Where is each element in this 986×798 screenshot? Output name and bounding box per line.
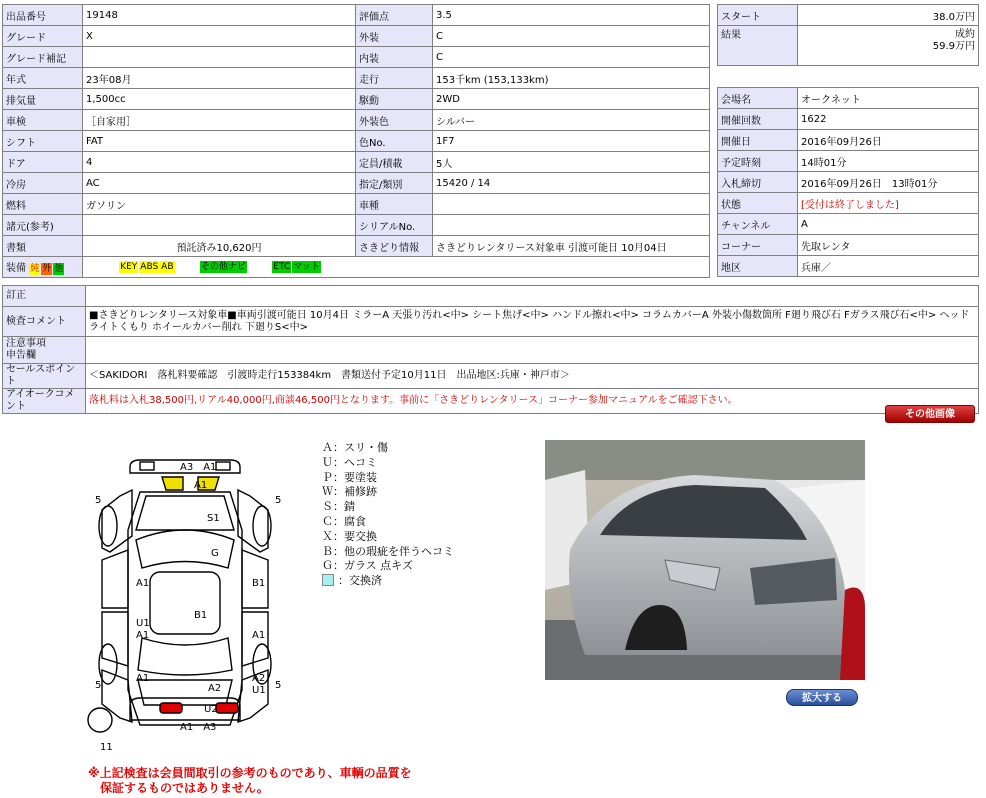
field-value bbox=[83, 47, 356, 68]
venue-label: チャンネル bbox=[718, 214, 798, 235]
venue-label: 状態 bbox=[718, 193, 798, 214]
field-label: 走行 bbox=[356, 68, 433, 89]
venue-info-table bbox=[717, 87, 979, 277]
field-value: C bbox=[433, 47, 710, 68]
legend-item: Ｗ：補修跡 bbox=[322, 485, 377, 499]
vehicle-info-row bbox=[3, 173, 710, 194]
rear-lamp-right-part bbox=[216, 703, 238, 713]
field-label: 外装 bbox=[356, 26, 433, 47]
field-label: シリアルNo. bbox=[356, 215, 433, 236]
result-price: 59.9万円 bbox=[932, 41, 975, 52]
venue-value: [受付は終了しました] bbox=[798, 193, 979, 214]
label-left-front: A1 bbox=[136, 578, 150, 589]
field-value: 預託済み10,620円 bbox=[83, 236, 356, 257]
label-spare: 11 bbox=[100, 742, 113, 753]
roof-part bbox=[150, 572, 220, 634]
venue-label: 地区 bbox=[718, 256, 798, 277]
vehicle-info-row bbox=[3, 131, 710, 152]
field-label: 評価点 bbox=[356, 5, 433, 26]
field-value: FAT bbox=[83, 131, 356, 152]
inspection-comment: ■さきどりレンタリース対象車■車両引渡可能日 10月4日 ミラーA 天張り汚れ<中> シート焦げ<中> ハンドル擦れ<中> コラムカバーA 外装小傷数箇所 F廻り飛び石 Fガラス飛び石<中> ヘッドライトくもり ホイールカバー削れ 下廻りS<中> bbox=[86, 307, 979, 337]
field-label: 出品番号 bbox=[3, 5, 83, 26]
venue-value: オークネット bbox=[798, 88, 979, 109]
venue-label: 入札締切 bbox=[718, 172, 798, 193]
label-right-door: A1 bbox=[252, 630, 266, 641]
venue-label: 予定時刻 bbox=[718, 151, 798, 172]
auction-result-table bbox=[717, 4, 979, 66]
venue-info-row bbox=[718, 88, 979, 109]
vehicle-info-row bbox=[3, 215, 710, 236]
legend-item: Ｐ：要塗装 bbox=[322, 470, 377, 484]
sales-point-value: ＜SAKIDORI 落札料要確認 引渡時走行153384km 書類送付予定10月11日 出品地区:兵庫・神戸市＞ bbox=[86, 364, 979, 389]
field-label: さきどり情報 bbox=[356, 236, 433, 257]
other-images-button[interactable]: その他画像 bbox=[885, 405, 975, 423]
field-value: 4 bbox=[83, 152, 356, 173]
venue-label: 会場名 bbox=[718, 88, 798, 109]
label-rear-bottom: A1 A3 bbox=[180, 722, 217, 733]
vehicle-info-row bbox=[3, 236, 710, 257]
vehicle-info-row bbox=[3, 89, 710, 110]
legend-item: Ｂ：他の瑕疵を伴うヘコミ bbox=[322, 544, 454, 558]
car-photo[interactable] bbox=[545, 440, 865, 680]
field-value: ガソリン bbox=[83, 194, 356, 215]
label-right-front: B1 bbox=[252, 578, 266, 589]
field-label: グレード bbox=[3, 26, 83, 47]
field-value: 5人 bbox=[433, 152, 710, 173]
disclaimer-line-2: 保証するものではありません。 bbox=[88, 781, 269, 795]
left-rear-door-part bbox=[102, 612, 128, 666]
windshield-part bbox=[136, 530, 234, 568]
legend-item: Ｕ：ヘコミ bbox=[322, 455, 377, 469]
label-tire-fr: 5 bbox=[275, 495, 282, 506]
label-glass: G bbox=[211, 548, 219, 559]
notice-value bbox=[86, 337, 979, 364]
label-left-rear: A1 bbox=[136, 673, 150, 684]
equip-badge-other: 他 bbox=[54, 264, 64, 274]
field-label: シフト bbox=[3, 131, 83, 152]
spare-tire-part bbox=[88, 708, 112, 732]
field-value: さきどりレンタリース対象車 引渡可能日 10月04日 bbox=[433, 236, 710, 257]
correction-value bbox=[86, 286, 979, 307]
equip-abs: ABS bbox=[140, 262, 159, 272]
legend-item: Ｇ：ガラス 点キズ bbox=[322, 559, 413, 573]
equip-key: KEY bbox=[120, 262, 138, 272]
field-value: 23年08月 bbox=[83, 68, 356, 89]
legend-item-replaced bbox=[322, 574, 454, 589]
vehicle-info-row bbox=[3, 194, 710, 215]
field-value: 2WD bbox=[433, 89, 710, 110]
field-label: 冷房 bbox=[3, 173, 83, 194]
venue-info-row bbox=[718, 130, 979, 151]
result-value bbox=[798, 26, 979, 66]
disclaimer-text bbox=[88, 766, 412, 796]
venue-value: 兵庫／ bbox=[798, 256, 979, 277]
label-tire-fl: 5 bbox=[95, 495, 102, 506]
vehicle-info-row bbox=[3, 47, 710, 68]
label-left-door1: U1 bbox=[136, 618, 150, 629]
field-value: 1,500cc bbox=[83, 89, 356, 110]
field-label: 書類 bbox=[3, 236, 83, 257]
wheel-left-part bbox=[99, 644, 117, 684]
legend-item: Ｘ：要交換 bbox=[322, 529, 377, 543]
car-damage-diagram bbox=[80, 440, 310, 758]
notes-table bbox=[2, 285, 979, 414]
label-bonnet: S1 bbox=[207, 513, 220, 524]
enlarge-button[interactable]: 拡大する bbox=[786, 689, 858, 706]
field-label: 車種 bbox=[356, 194, 433, 215]
field-label: 駆動 bbox=[356, 89, 433, 110]
label-tire-rr: 5 bbox=[275, 680, 282, 691]
venue-value: 1622 bbox=[798, 109, 979, 130]
venue-value: 14時01分 bbox=[798, 151, 979, 172]
equip-badge-aftermarket: 外 bbox=[42, 264, 52, 274]
venue-value: 先取レンタ bbox=[798, 235, 979, 256]
vehicle-info-row bbox=[3, 110, 710, 131]
front-lamp-left-part bbox=[140, 462, 154, 470]
legend-item: Ａ：スリ・傷 bbox=[322, 441, 388, 454]
equip-mat: マット bbox=[293, 262, 320, 272]
field-label: ドア bbox=[3, 152, 83, 173]
venue-info-row bbox=[718, 151, 979, 172]
venue-info-row bbox=[718, 214, 979, 235]
field-label: 指定/類別 bbox=[356, 173, 433, 194]
venue-label: 開催日 bbox=[718, 130, 798, 151]
vehicle-info-row bbox=[3, 5, 710, 26]
label-rear-lamp: U2 bbox=[204, 704, 218, 715]
equip-etc: ETC bbox=[273, 262, 291, 272]
field-value: ［自家用］ bbox=[83, 110, 356, 131]
label-right-rear2: U1 bbox=[252, 685, 266, 696]
field-value bbox=[433, 215, 710, 236]
legend-replaced-label: ：交換済 bbox=[338, 574, 382, 588]
equip-navi: その他ナビ bbox=[200, 262, 246, 272]
field-value: 153千km (153,133km) bbox=[433, 68, 710, 89]
vehicle-info-row bbox=[3, 68, 710, 89]
rear-window-part bbox=[138, 638, 232, 675]
field-value bbox=[83, 215, 356, 236]
equip-ab: AB bbox=[161, 262, 174, 272]
damage-legend bbox=[322, 441, 454, 589]
equip-label: 装備 純 外 他 bbox=[3, 257, 83, 278]
legend-item: Ｓ：錆 bbox=[322, 500, 355, 514]
venue-info-row bbox=[718, 235, 979, 256]
field-label: 色No. bbox=[356, 131, 433, 152]
sales-point-label: セールスポイント bbox=[3, 364, 86, 389]
vehicle-info-row bbox=[3, 26, 710, 47]
car-body-outline bbox=[128, 492, 242, 725]
venue-value: 2016年09月26日 13時01分 bbox=[798, 172, 979, 193]
result-status: 成約 bbox=[955, 29, 975, 40]
aioauc-comment-label: アイオークコメント bbox=[3, 389, 86, 414]
field-value: C bbox=[433, 26, 710, 47]
field-value: 15420 / 14 bbox=[433, 173, 710, 194]
correction-label: 訂正 bbox=[3, 286, 86, 307]
field-label: 外装色 bbox=[356, 110, 433, 131]
field-value: 19148 bbox=[83, 5, 356, 26]
venue-info-row bbox=[718, 256, 979, 277]
vehicle-info-row bbox=[3, 152, 710, 173]
field-value: 3.5 bbox=[433, 5, 710, 26]
disclaimer-line-1: ※上記検査は会員間取引の参考のものであり、車輌の品質を bbox=[88, 766, 412, 780]
label-rear-glass: A2 bbox=[208, 683, 222, 694]
label-windshield: A1 bbox=[194, 480, 208, 491]
inspection-label: 検査コメント bbox=[3, 307, 86, 337]
venue-label: コーナー bbox=[718, 235, 798, 256]
vehicle-info-table bbox=[2, 4, 710, 278]
field-label: 諸元(参考) bbox=[3, 215, 83, 236]
legend-item: Ｃ：腐食 bbox=[322, 514, 366, 528]
result-label: 結果 bbox=[718, 26, 798, 66]
venue-value: A bbox=[798, 214, 979, 235]
field-value: シルバー bbox=[433, 110, 710, 131]
label-left-door2: A1 bbox=[136, 630, 150, 641]
field-label: 内装 bbox=[356, 47, 433, 68]
field-value: 1F7 bbox=[433, 131, 710, 152]
field-value: AC bbox=[83, 173, 356, 194]
venue-info-row bbox=[718, 193, 979, 214]
start-label: スタート bbox=[718, 5, 798, 26]
field-label: 排気量 bbox=[3, 89, 83, 110]
label-front-top: A3 A1 bbox=[180, 462, 217, 473]
headlight-left-part bbox=[162, 477, 183, 490]
field-label: 定員/積載 bbox=[356, 152, 433, 173]
label-roof: B1 bbox=[194, 610, 208, 621]
equip-badge-genuine: 純 bbox=[30, 264, 40, 274]
left-front-door-part bbox=[102, 550, 128, 608]
venue-info-row bbox=[718, 172, 979, 193]
venue-value: 2016年09月26日 bbox=[798, 130, 979, 151]
replaced-swatch-icon bbox=[322, 574, 334, 586]
notice-label: 注意事項 申告欄 bbox=[3, 337, 86, 364]
label-right-rear1: A2 bbox=[252, 673, 266, 684]
aioauc-comment-value: 落札料は入札38,500円,リアル40,000円,商談46,500円となります。事前に「さきどりレンタリース」コーナー参加マニュアルをご確認下さい。 bbox=[86, 389, 979, 414]
start-value: 38.0万円 bbox=[798, 5, 979, 26]
field-label: 燃料 bbox=[3, 194, 83, 215]
field-value bbox=[433, 194, 710, 215]
field-label: 車検 bbox=[3, 110, 83, 131]
equip-items bbox=[83, 257, 710, 278]
field-label: 年式 bbox=[3, 68, 83, 89]
rear-lamp-left-part bbox=[160, 703, 182, 713]
front-lamp-right-part bbox=[216, 462, 230, 470]
venue-info-row bbox=[718, 109, 979, 130]
venue-label: 開催回数 bbox=[718, 109, 798, 130]
field-value: X bbox=[83, 26, 356, 47]
field-label: グレード補記 bbox=[3, 47, 83, 68]
label-tire-rl: 5 bbox=[95, 680, 102, 691]
